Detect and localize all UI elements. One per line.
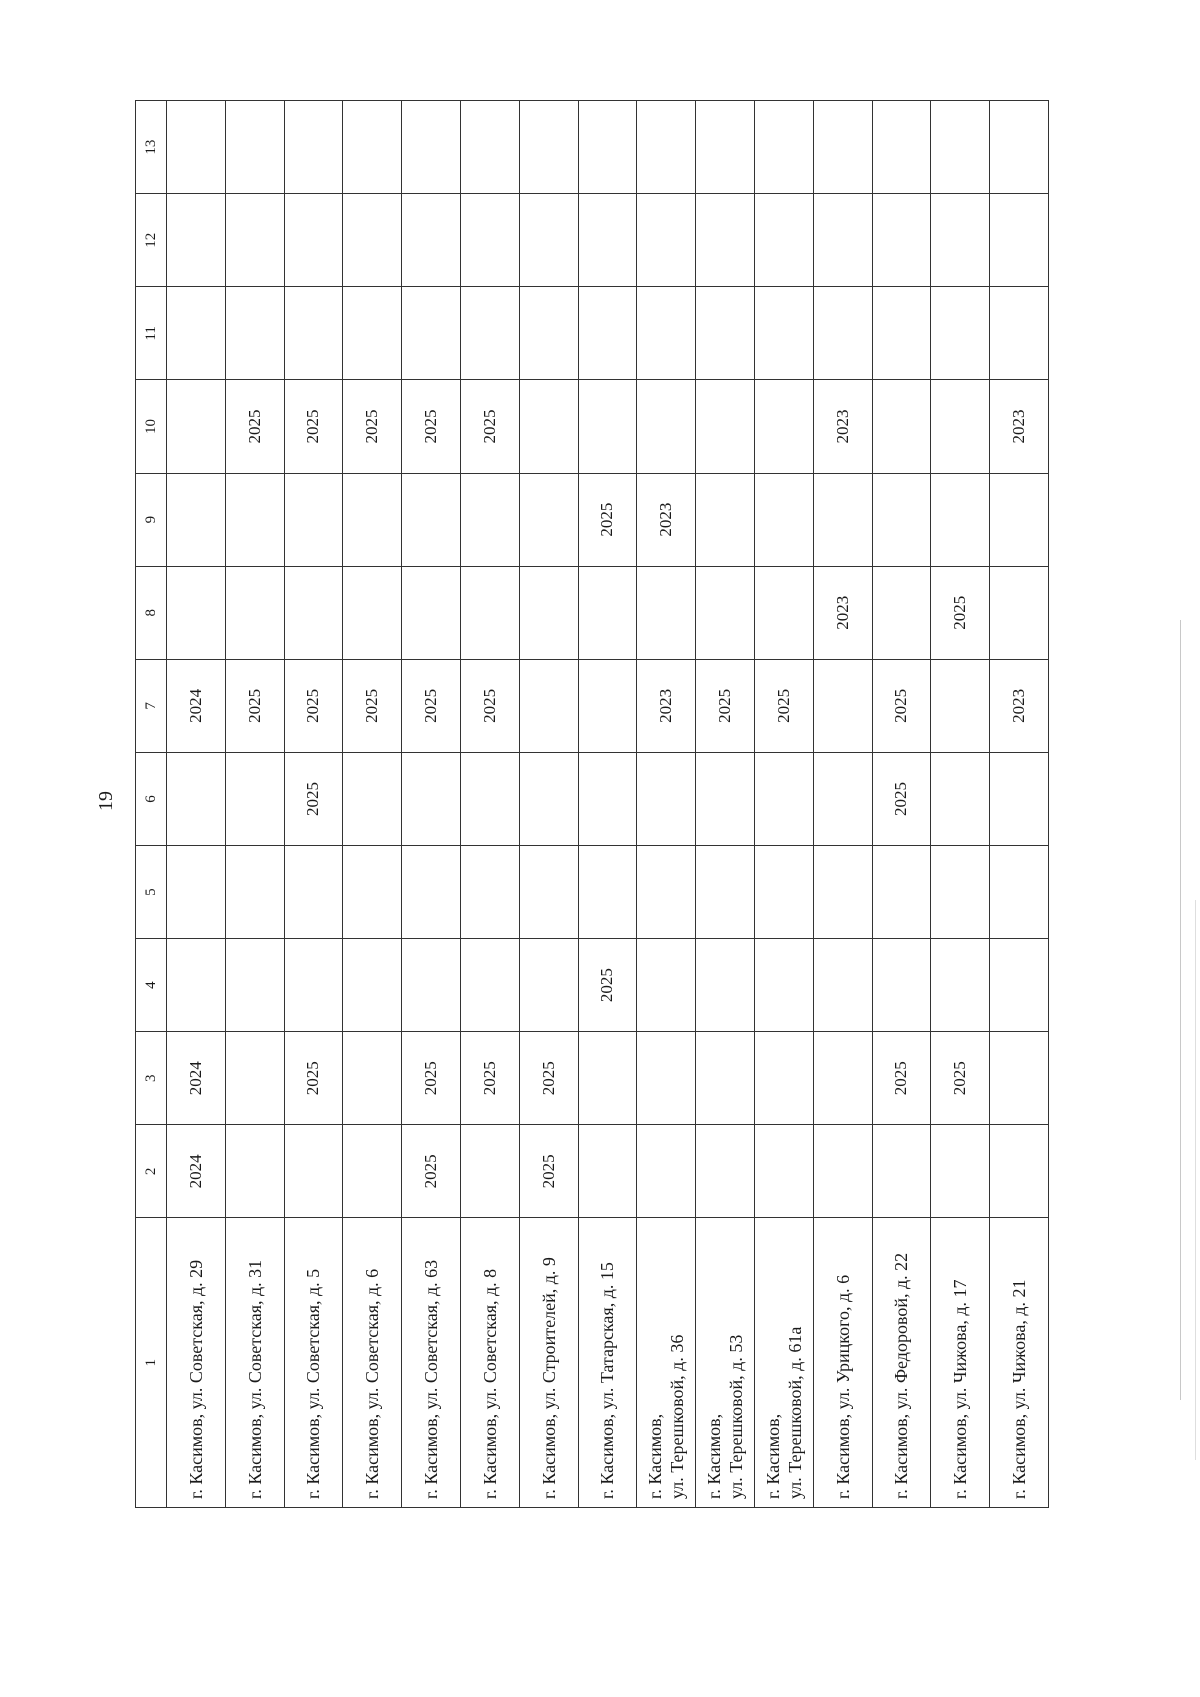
- address-cell: [931, 1218, 990, 1508]
- year-cell-col-8: [284, 566, 343, 659]
- year-cell-col-8: [343, 566, 402, 659]
- year-cell-col-2: [637, 1125, 696, 1218]
- year-cell-col-6: [343, 752, 402, 845]
- year-cell-col-10: [696, 380, 755, 473]
- year-cell-col-10: [167, 380, 226, 473]
- address-line: г. Касимов, ул. Урицкого, д. 6: [832, 1274, 853, 1499]
- year-cell-col-3: [990, 1032, 1049, 1125]
- year-cell-col-9: 2025: [578, 473, 637, 566]
- address-line: г. Касимов,: [645, 1413, 666, 1499]
- year-cell-col-13: [284, 101, 343, 194]
- year-cell-col-2: [284, 1125, 343, 1218]
- year-cell-col-11: [813, 287, 872, 380]
- year-cell-col-7: 2025: [343, 659, 402, 752]
- table-row: [931, 101, 990, 1508]
- year-cell-col-5: [696, 846, 755, 939]
- year-cell-col-7: 2025: [460, 659, 519, 752]
- column-header-2: 2: [136, 1125, 167, 1218]
- address-cell: [813, 1218, 872, 1508]
- address-cell: [167, 1218, 226, 1508]
- address-line: г. Касимов, ул. Советская, д. 29: [185, 1259, 206, 1499]
- address-cell: [402, 1218, 461, 1508]
- address-cell: [754, 1218, 813, 1508]
- year-cell-col-10: 2025: [284, 380, 343, 473]
- year-cell-col-10: [578, 380, 637, 473]
- address-line: ул. Терешковой, д. 36: [667, 1334, 688, 1499]
- year-cell-col-6: [167, 752, 226, 845]
- year-cell-col-13: [696, 101, 755, 194]
- year-cell-col-13: [931, 101, 990, 194]
- year-cell-col-9: [754, 473, 813, 566]
- schedule-table: [135, 100, 1049, 1508]
- table-row: [696, 101, 755, 1508]
- year-cell-col-6: [460, 752, 519, 845]
- year-cell-col-11: [696, 287, 755, 380]
- address-line: ул. Терешковой, д. 61а: [784, 1326, 805, 1499]
- year-cell-col-4: [519, 939, 578, 1032]
- year-cell-col-13: [754, 101, 813, 194]
- year-cell-col-4: 2025: [578, 939, 637, 1032]
- year-cell-col-13: [872, 101, 931, 194]
- address-line: г. Касимов,: [762, 1413, 783, 1499]
- address-line: г. Касимов, ул. Советская, д. 5: [303, 1268, 324, 1499]
- year-cell-col-8: [872, 566, 931, 659]
- year-cell-col-3: [343, 1032, 402, 1125]
- year-cell-col-8: [696, 566, 755, 659]
- year-cell-col-12: [696, 194, 755, 287]
- year-cell-col-9: [990, 473, 1049, 566]
- column-header-1: 1: [136, 1218, 167, 1508]
- address-line: г. Касимов, ул. Советская, д. 8: [479, 1268, 500, 1499]
- year-cell-col-11: [754, 287, 813, 380]
- year-cell-col-12: [284, 194, 343, 287]
- year-cell-col-6: 2025: [284, 752, 343, 845]
- year-cell-col-9: [519, 473, 578, 566]
- year-cell-col-5: [167, 846, 226, 939]
- year-cell-col-2: [990, 1125, 1049, 1218]
- year-cell-col-7: [931, 659, 990, 752]
- year-cell-col-8: 2025: [931, 566, 990, 659]
- year-cell-col-12: [990, 194, 1049, 287]
- year-cell-col-13: [990, 101, 1049, 194]
- year-cell-col-10: [872, 380, 931, 473]
- year-cell-col-5: [813, 846, 872, 939]
- year-cell-col-3: [754, 1032, 813, 1125]
- page-number: 19: [95, 791, 117, 811]
- year-cell-col-7: 2025: [402, 659, 461, 752]
- year-cell-col-5: [343, 846, 402, 939]
- year-cell-col-4: [460, 939, 519, 1032]
- table-row: [460, 101, 519, 1508]
- year-cell-col-12: [460, 194, 519, 287]
- year-cell-col-13: [402, 101, 461, 194]
- year-cell-col-13: [343, 101, 402, 194]
- year-cell-col-3: 2025: [519, 1032, 578, 1125]
- year-cell-col-3: 2025: [402, 1032, 461, 1125]
- year-cell-col-12: [402, 194, 461, 287]
- year-cell-col-2: [931, 1125, 990, 1218]
- year-cell-col-4: [696, 939, 755, 1032]
- year-cell-col-5: [872, 846, 931, 939]
- year-cell-col-11: [519, 287, 578, 380]
- year-cell-col-13: [578, 101, 637, 194]
- table-row: [225, 101, 284, 1508]
- year-cell-col-3: 2024: [167, 1032, 226, 1125]
- table-row: [637, 101, 696, 1508]
- table-row: [578, 101, 637, 1508]
- address-line: г. Касимов, ул. Строителей, д. 9: [538, 1257, 559, 1499]
- year-cell-col-5: [225, 846, 284, 939]
- address-cell: [225, 1218, 284, 1508]
- year-cell-col-12: [167, 194, 226, 287]
- year-cell-col-9: [813, 473, 872, 566]
- year-cell-col-10: [519, 380, 578, 473]
- year-cell-col-13: [225, 101, 284, 194]
- year-cell-col-4: [872, 939, 931, 1032]
- year-cell-col-4: [990, 939, 1049, 1032]
- year-cell-col-11: [225, 287, 284, 380]
- column-header-8: 8: [136, 566, 167, 659]
- year-cell-col-6: 2025: [872, 752, 931, 845]
- year-cell-col-6: [813, 752, 872, 845]
- address-line: ул. Терешковой, д. 53: [726, 1334, 747, 1499]
- year-cell-col-2: [872, 1125, 931, 1218]
- address-cell: [696, 1218, 755, 1508]
- year-cell-col-6: [754, 752, 813, 845]
- year-cell-col-12: [519, 194, 578, 287]
- year-cell-col-10: 2023: [813, 380, 872, 473]
- year-cell-col-3: 2025: [460, 1032, 519, 1125]
- scan-artifact: [1180, 620, 1181, 1400]
- column-header-9: 9: [136, 473, 167, 566]
- year-cell-col-3: 2025: [284, 1032, 343, 1125]
- year-cell-col-12: [343, 194, 402, 287]
- column-header-11: 11: [136, 287, 167, 380]
- column-header-10: 10: [136, 380, 167, 473]
- address-cell: [343, 1218, 402, 1508]
- year-cell-col-4: [813, 939, 872, 1032]
- year-cell-col-7: [519, 659, 578, 752]
- column-header-3: 3: [136, 1032, 167, 1125]
- year-cell-col-4: [225, 939, 284, 1032]
- year-cell-col-2: 2025: [402, 1125, 461, 1218]
- address-line: г. Касимов, ул. Советская, д. 6: [362, 1268, 383, 1499]
- address-line: г. Касимов, ул. Чижова, д. 17: [950, 1279, 971, 1499]
- year-cell-col-9: [872, 473, 931, 566]
- year-cell-col-8: 2023: [813, 566, 872, 659]
- year-cell-col-2: [460, 1125, 519, 1218]
- year-cell-col-4: [402, 939, 461, 1032]
- column-header-4: 4: [136, 939, 167, 1032]
- year-cell-col-12: [931, 194, 990, 287]
- year-cell-col-9: [343, 473, 402, 566]
- table-row: [990, 101, 1049, 1508]
- year-cell-col-4: [931, 939, 990, 1032]
- year-cell-col-10: 2025: [460, 380, 519, 473]
- year-cell-col-9: [284, 473, 343, 566]
- year-cell-col-6: [225, 752, 284, 845]
- year-cell-col-11: [343, 287, 402, 380]
- year-cell-col-6: [931, 752, 990, 845]
- address-cell: [990, 1218, 1049, 1508]
- year-cell-col-12: [813, 194, 872, 287]
- address-cell: [284, 1218, 343, 1508]
- table-row: [519, 101, 578, 1508]
- year-cell-col-11: [637, 287, 696, 380]
- year-cell-col-11: [578, 287, 637, 380]
- table-row: [872, 101, 931, 1508]
- table-row: [343, 101, 402, 1508]
- year-cell-col-5: [460, 846, 519, 939]
- year-cell-col-2: [813, 1125, 872, 1218]
- address-line: г. Касимов, ул. Федоровой, д. 22: [891, 1252, 912, 1499]
- year-cell-col-2: 2025: [519, 1125, 578, 1218]
- year-cell-col-4: [754, 939, 813, 1032]
- header-row: [136, 101, 167, 1508]
- year-cell-col-12: [872, 194, 931, 287]
- year-cell-col-2: [696, 1125, 755, 1218]
- year-cell-col-3: [696, 1032, 755, 1125]
- year-cell-col-12: [754, 194, 813, 287]
- table-row: [754, 101, 813, 1508]
- year-cell-col-7: 2025: [225, 659, 284, 752]
- year-cell-col-11: [284, 287, 343, 380]
- year-cell-col-10: [754, 380, 813, 473]
- year-cell-col-5: [578, 846, 637, 939]
- year-cell-col-13: [637, 101, 696, 194]
- year-cell-col-9: [460, 473, 519, 566]
- address-cell: [519, 1218, 578, 1508]
- year-cell-col-3: [637, 1032, 696, 1125]
- year-cell-col-8: [637, 566, 696, 659]
- year-cell-col-5: [931, 846, 990, 939]
- table-row: [813, 101, 872, 1508]
- year-cell-col-5: [284, 846, 343, 939]
- year-cell-col-3: [578, 1032, 637, 1125]
- table-row: [167, 101, 226, 1508]
- year-cell-col-11: [460, 287, 519, 380]
- year-cell-col-8: [990, 566, 1049, 659]
- address-line: г. Касимов, ул. Советская, д. 31: [244, 1259, 265, 1499]
- year-cell-col-9: 2023: [637, 473, 696, 566]
- year-cell-col-9: [696, 473, 755, 566]
- column-header-12: 12: [136, 194, 167, 287]
- year-cell-col-7: 2025: [754, 659, 813, 752]
- year-cell-col-5: [990, 846, 1049, 939]
- year-cell-col-5: [402, 846, 461, 939]
- year-cell-col-10: 2025: [402, 380, 461, 473]
- year-cell-col-9: [402, 473, 461, 566]
- year-cell-col-12: [637, 194, 696, 287]
- year-cell-col-8: [460, 566, 519, 659]
- year-cell-col-13: [813, 101, 872, 194]
- address-line: г. Касимов, ул. Советская, д. 63: [421, 1259, 442, 1499]
- year-cell-col-10: 2023: [990, 380, 1049, 473]
- address-cell: [637, 1218, 696, 1508]
- year-cell-col-2: [578, 1125, 637, 1218]
- scan-artifact: [1195, 900, 1196, 1460]
- address-cell: [578, 1218, 637, 1508]
- year-cell-col-10: [637, 380, 696, 473]
- year-cell-col-11: [872, 287, 931, 380]
- year-cell-col-10: [931, 380, 990, 473]
- year-cell-col-6: [696, 752, 755, 845]
- table-row: [402, 101, 461, 1508]
- year-cell-col-10: 2025: [225, 380, 284, 473]
- year-cell-col-7: 2025: [284, 659, 343, 752]
- table-row: [284, 101, 343, 1508]
- year-cell-col-6: [637, 752, 696, 845]
- year-cell-col-4: [637, 939, 696, 1032]
- rotated-table-wrapper: [135, 100, 1047, 1508]
- year-cell-col-6: [990, 752, 1049, 845]
- column-header-5: 5: [136, 846, 167, 939]
- year-cell-col-12: [225, 194, 284, 287]
- column-header-13: 13: [136, 101, 167, 194]
- year-cell-col-9: [225, 473, 284, 566]
- year-cell-col-6: [402, 752, 461, 845]
- year-cell-col-7: [813, 659, 872, 752]
- year-cell-col-3: [225, 1032, 284, 1125]
- year-cell-col-5: [754, 846, 813, 939]
- year-cell-col-9: [931, 473, 990, 566]
- address-cell: [460, 1218, 519, 1508]
- year-cell-col-3: [813, 1032, 872, 1125]
- year-cell-col-13: [519, 101, 578, 194]
- year-cell-col-7: 2023: [637, 659, 696, 752]
- year-cell-col-3: 2025: [872, 1032, 931, 1125]
- year-cell-col-11: [167, 287, 226, 380]
- year-cell-col-4: [343, 939, 402, 1032]
- year-cell-col-2: [754, 1125, 813, 1218]
- year-cell-col-2: [343, 1125, 402, 1218]
- year-cell-col-3: 2025: [931, 1032, 990, 1125]
- year-cell-col-6: [519, 752, 578, 845]
- year-cell-col-7: 2025: [872, 659, 931, 752]
- year-cell-col-10: 2025: [343, 380, 402, 473]
- year-cell-col-8: [167, 566, 226, 659]
- year-cell-col-12: [578, 194, 637, 287]
- year-cell-col-7: 2025: [696, 659, 755, 752]
- column-header-6: 6: [136, 752, 167, 845]
- address-cell: [872, 1218, 931, 1508]
- year-cell-col-9: [167, 473, 226, 566]
- year-cell-col-4: [167, 939, 226, 1032]
- year-cell-col-11: [402, 287, 461, 380]
- year-cell-col-5: [519, 846, 578, 939]
- year-cell-col-11: [990, 287, 1049, 380]
- year-cell-col-5: [637, 846, 696, 939]
- year-cell-col-2: [225, 1125, 284, 1218]
- year-cell-col-13: [167, 101, 226, 194]
- address-line: г. Касимов,: [704, 1413, 725, 1499]
- year-cell-col-4: [284, 939, 343, 1032]
- address-line: г. Касимов, ул. Татарская, д. 15: [597, 1262, 618, 1499]
- address-line: г. Касимов, ул. Чижова, д. 21: [1009, 1279, 1030, 1499]
- year-cell-col-6: [578, 752, 637, 845]
- year-cell-col-2: 2024: [167, 1125, 226, 1218]
- year-cell-col-7: [578, 659, 637, 752]
- column-header-7: 7: [136, 659, 167, 752]
- year-cell-col-8: [225, 566, 284, 659]
- year-cell-col-7: 2023: [990, 659, 1049, 752]
- year-cell-col-8: [754, 566, 813, 659]
- year-cell-col-11: [931, 287, 990, 380]
- year-cell-col-13: [460, 101, 519, 194]
- year-cell-col-8: [402, 566, 461, 659]
- year-cell-col-7: 2024: [167, 659, 226, 752]
- year-cell-col-8: [519, 566, 578, 659]
- year-cell-col-8: [578, 566, 637, 659]
